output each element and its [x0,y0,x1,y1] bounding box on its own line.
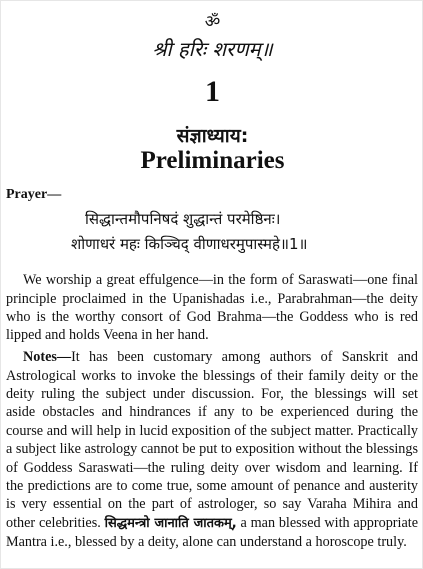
chapter-number: 1 [205,75,220,108]
om-symbol: ॐ [204,12,221,32]
notes-text-after: a man blessed with appropriate Mantra i.e., blessed by a deity, alone can understand a horoscope truly. [6,514,419,551]
invocation-line: श्री हरिः शरणम्॥ [152,37,273,61]
notes-text-before: It has been customary among authors of Sanskrit and Astrological works to invoke the blessings of their family deity or the deity ruling the subject under discussion. For, the blessings will set aside obstacles and hindrances if any to be experienced during the course and will help in lucid exposition of the subject matter. Practically a subject like astrology cannot be put to exposition without the blessings of Goddess Saraswati—the ruling deity over wisdom and learning. If the predictions are to come true, some amount of penance and austerity is very essential on the part of astrologer, so say Varaha Mihira and other celebrities. [6,349,418,531]
notes-paragraph [6,348,418,551]
worship-paragraph: We worship a great effulgence—in the form of Saraswati—one final principle proclaimed in the Upanishadas i.e., Parabrahman—the deity who is the worthy consort of God Brahma—the Goddess who is red lipped and holds Veena in her hand. [6,272,418,344]
chapter-title: Preliminaries [140,147,285,174]
prayer-label: Prayer— [6,187,62,202]
chapter-sanskrit-title: संज्ञाध्याय: [176,125,249,147]
prayer-verse-line-1: सिद्धान्तमौपनिषदं शुद्धान्तं परमेष्ठिनः। [85,210,281,228]
prayer-verse-line-2: शोणाधरं महः किञ्चिद् वीणाधरमुपास्महे॥1॥ [71,235,308,253]
notes-sanskrit-quote: सिद्धमन्त्रो जानाति जातकम्, [104,515,237,531]
notes-label: Notes— [23,349,72,366]
